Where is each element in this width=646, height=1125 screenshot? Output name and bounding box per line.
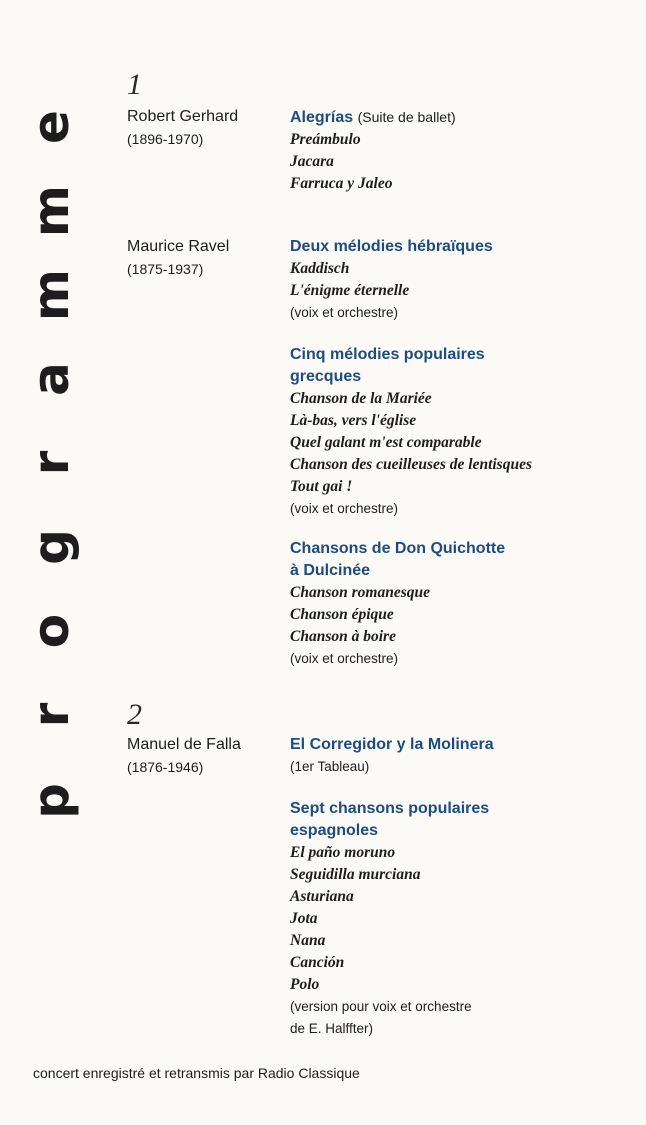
movement: Asturiana: [290, 888, 354, 905]
movement: Farruca y Jaleo: [290, 175, 393, 192]
work-note: (version pour voix et orchestre: [290, 999, 472, 1014]
work-title-note: (Suite de ballet): [357, 109, 456, 125]
work-note: (voix et orchestre): [290, 651, 399, 666]
work-cinq-melodies: [290, 344, 610, 520]
composer-name: Maurice Ravel: [127, 238, 230, 255]
movement: Preámbulo: [290, 131, 361, 148]
movement: Chanson romanesque: [290, 584, 430, 601]
movement: Chanson de la Mariée: [290, 390, 432, 407]
part-number: 2: [127, 698, 142, 731]
movement: Seguidilla murciana: [290, 866, 421, 883]
work-alegrias: [290, 106, 610, 195]
work-deux-melodies: [290, 236, 610, 324]
broadcast-credit: concert enregistré et retransmis par Radio Classique: [33, 1065, 360, 1081]
work-title-line: à Dulcinée: [290, 562, 371, 579]
movement: Chanson des cueilleuses de lentisques: [290, 456, 532, 473]
work-title: Deux mélodies hébraïques: [290, 238, 493, 255]
movement: Quel galant m'est comparable: [290, 434, 482, 451]
movement: L'énigme éternelle: [290, 282, 410, 299]
work-note: (voix et orchestre): [290, 501, 399, 516]
programme-vertical-title: [22, 101, 80, 831]
composer-dates: (1896-1970): [127, 131, 204, 147]
part-number: 1: [127, 68, 142, 101]
movement: Jacara: [290, 153, 334, 170]
work-title-line: espagnoles: [290, 822, 379, 839]
work-title-line: grecques: [290, 368, 362, 385]
title-letter: r: [22, 450, 80, 476]
work-don-quichotte: [290, 538, 610, 670]
title-letter: p: [22, 783, 80, 819]
movement: Tout gai !: [290, 478, 353, 495]
movement: Nana: [290, 932, 326, 949]
movement: Chanson épique: [290, 606, 394, 623]
movement: Polo: [290, 976, 320, 993]
composer-ravel: [127, 236, 229, 280]
movement: Jota: [290, 910, 318, 927]
work-title: El Corregidor y la Molinera: [290, 736, 494, 753]
composer-gerhard: [127, 106, 238, 150]
movement: Kaddisch: [290, 260, 350, 277]
composer-falla: [127, 734, 241, 778]
work-title-line: Cinq mélodies populaires: [290, 346, 485, 363]
work-title-line: Chansons de Don Quichotte: [290, 540, 506, 557]
composer-name: Robert Gerhard: [127, 108, 239, 125]
title-letter: g: [22, 529, 80, 565]
composer-dates: (1876-1946): [127, 759, 204, 775]
work-corregidor: [290, 734, 610, 778]
work-sept-chansons: [290, 798, 610, 1040]
title-letter: m: [22, 184, 80, 238]
work-title: Alegrías (Suite de ballet): [290, 109, 456, 126]
work-note: de E. Halffter): [290, 1021, 374, 1036]
title-letter: o: [22, 613, 80, 649]
work-note: (1er Tableau): [290, 759, 370, 774]
work-note: (voix et orchestre): [290, 305, 399, 320]
movement: Canción: [290, 954, 345, 971]
movement: El paño moruno: [290, 844, 396, 861]
movement: Chanson à boire: [290, 628, 396, 645]
composer-dates: (1875-1937): [127, 261, 204, 277]
title-letter: e: [22, 110, 80, 144]
title-letter: r: [22, 702, 80, 728]
movement: Là-bas, vers l'église: [290, 412, 417, 429]
title-letter: m: [22, 268, 80, 322]
title-letter: a: [22, 362, 80, 396]
composer-name: Manuel de Falla: [127, 736, 241, 753]
work-title-line: Sept chansons populaires: [290, 800, 490, 817]
